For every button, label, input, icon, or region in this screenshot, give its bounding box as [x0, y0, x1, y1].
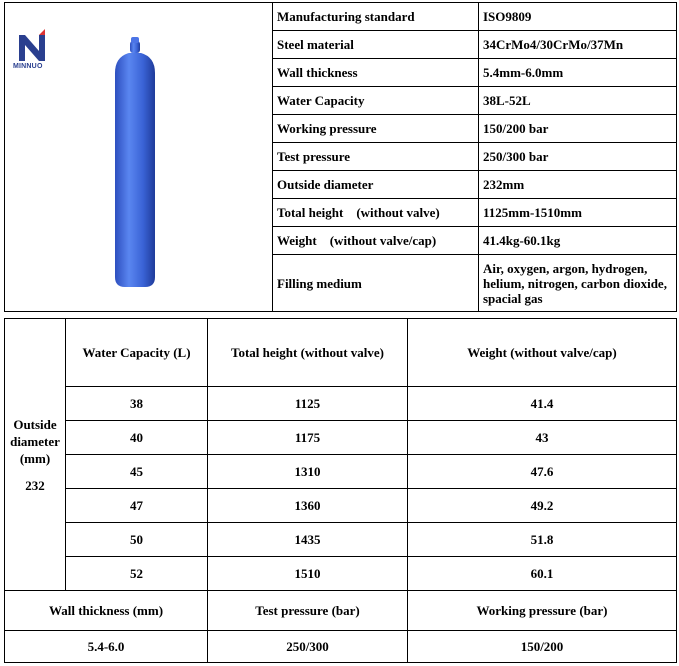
height-cell: 1310 — [208, 455, 408, 489]
header-weight: Weight (without valve/cap) — [408, 319, 677, 387]
spec-value: 232mm — [479, 171, 677, 199]
spec-value: ISO9809 — [479, 3, 677, 31]
weight-cell: 60.1 — [408, 557, 677, 591]
spec-label: Outside diameter — [273, 171, 479, 199]
spec-label: Weight (without valve/cap) — [273, 227, 479, 255]
logo-text: MINNUO — [13, 63, 43, 70]
spec-value: 38L-52L — [479, 87, 677, 115]
table-row — [5, 631, 677, 663]
capacity-cell: 47 — [66, 489, 208, 523]
spec-label: Manufacturing standard — [273, 3, 479, 31]
outside-diameter-value: 232 — [25, 477, 45, 493]
capacity-cell: 45 — [66, 455, 208, 489]
spec-label: Test pressure — [273, 143, 479, 171]
wall-thickness-cell: 5.4-6.0 — [5, 631, 208, 663]
weight-cell: 41.4 — [408, 387, 677, 421]
weight-cell: 49.2 — [408, 489, 677, 523]
gas-cylinder-icon — [115, 37, 155, 289]
height-cell: 1435 — [208, 523, 408, 557]
spec-label: Water Capacity — [273, 87, 479, 115]
spec-value: 41.4kg-60.1kg — [479, 227, 677, 255]
spec-label: Filling medium — [273, 255, 479, 312]
header-capacity: Water Capacity (L) — [66, 319, 208, 387]
header-height: Total height (without valve) — [208, 319, 408, 387]
spec-sheet — [4, 2, 676, 664]
header-test-pressure: Test pressure (bar) — [208, 591, 408, 631]
capacity-cell: 38 — [66, 387, 208, 421]
weight-cell: 43 — [408, 421, 677, 455]
spec-value: 5.4mm-6.0mm — [479, 59, 677, 87]
table-row — [5, 557, 677, 591]
height-cell: 1125 — [208, 387, 408, 421]
outside-diameter-cell — [5, 319, 66, 591]
table-row — [5, 421, 677, 455]
spec-label: Steel material — [273, 31, 479, 59]
table-row — [5, 455, 677, 489]
table-row — [5, 387, 677, 421]
dimension-table — [4, 318, 677, 663]
table-row — [5, 523, 677, 557]
spec-value: 34CrMo4/30CrMo/37Mn — [479, 31, 677, 59]
spec-value: 1125mm-1510mm — [479, 199, 677, 227]
height-cell: 1175 — [208, 421, 408, 455]
test-pressure-cell: 250/300 — [208, 631, 408, 663]
height-cell: 1360 — [208, 489, 408, 523]
spec-value: 150/200 bar — [479, 115, 677, 143]
specification-table — [4, 2, 677, 312]
header-wall-thickness: Wall thickness (mm) — [5, 591, 208, 631]
spec-label: Working pressure — [273, 115, 479, 143]
capacity-cell: 52 — [66, 557, 208, 591]
spec-value: Air, oxygen, argon, hydrogen, helium, nitrogen, carbon dioxide, spacial gas — [479, 255, 677, 312]
weight-cell: 47.6 — [408, 455, 677, 489]
spec-label: Wall thickness — [273, 59, 479, 87]
height-cell: 1510 — [208, 557, 408, 591]
spec-label: Total height (without valve) — [273, 199, 479, 227]
capacity-cell: 50 — [66, 523, 208, 557]
product-image-cell — [5, 3, 273, 312]
outside-diameter-label: Outside diameter (mm) — [10, 416, 60, 466]
working-pressure-cell: 150/200 — [408, 631, 677, 663]
header-working-pressure: Working pressure (bar) — [408, 591, 677, 631]
spec-value: 250/300 bar — [479, 143, 677, 171]
weight-cell: 51.8 — [408, 523, 677, 557]
capacity-cell: 40 — [66, 421, 208, 455]
table-row — [5, 489, 677, 523]
